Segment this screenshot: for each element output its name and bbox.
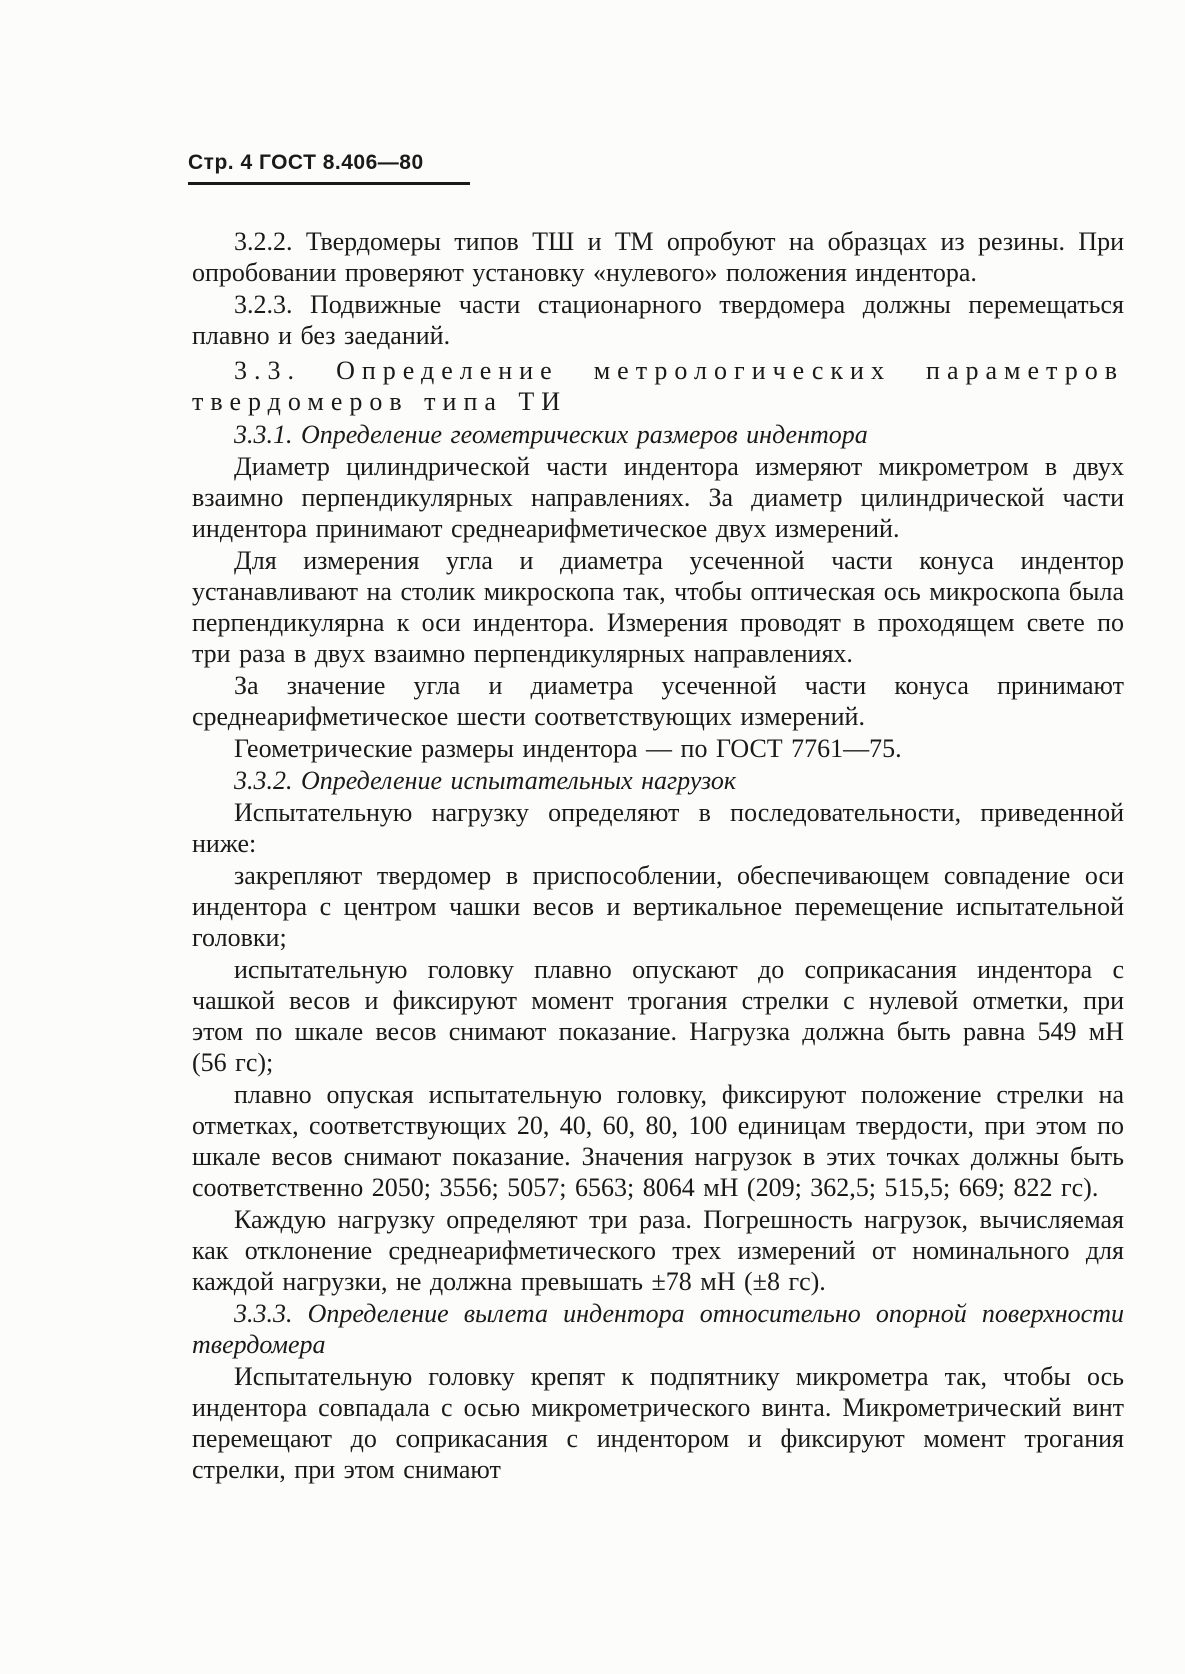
subsection-heading: 3.3.2. Определение испытательных нагрузок [234, 766, 736, 795]
subsection-heading: 3.3.3. Определение вылета индентора относительно опорной поверхности твердомера [192, 1299, 1124, 1359]
paragraph: Геометрические размеры индентора — по ГОСТ 7761—75. [234, 734, 902, 763]
paragraph: Диаметр цилиндрической части индентора измеряют микрометром в двух взаимно перпендикулярных направлениях. За диаметр цилиндрической части индентора принимают среднеарифметическое двух измерений. [192, 452, 1124, 543]
paragraph: Для измерения угла и диаметра усеченной части конуса индентор устанавливают на столик микроскопа так, чтобы оптическая ось микроскопа была перпендикулярна к оси индентора. Измерения проводят в проходящем свете по три раза в двух взаимно перпендикулярных направлениях. [192, 546, 1124, 668]
paragraph: испытательную головку плавно опускают до соприкасания индентора с чашкой весов и фиксируют момент трогания стрелки с нулевой отметки, при этом по шкале весов снимают показание. Нагрузка должна быть равна 549 мН (56 гс); [192, 955, 1124, 1077]
section-heading: 3.3. Определение метрологических параметров твердомеров типа ТИ [192, 356, 1124, 416]
paragraph: Испытательную головку крепят к подпятнику микрометра так, чтобы ось индентора совпадала с осью микрометрического винта. Микрометрический винт перемещают до соприкасания с индентором и фиксируют момент трогания стрелки, при этом снимают [192, 1362, 1124, 1484]
paragraph: Каждую нагрузку определяют три раза. Погрешность нагрузок, вычисляемая как отклонение среднеарифметического трех измерений от номинального для каждой нагрузки, не должна превышать ±78 мН (±8 гс). [192, 1205, 1124, 1296]
paragraph: 3.2.3. Подвижные части стационарного твердомера должны перемещаться плавно и без заеданий. [192, 290, 1124, 350]
header-rule [188, 182, 470, 185]
document-body [192, 226, 1124, 1486]
paragraph: За значение угла и диаметра усеченной части конуса принимают среднеарифметическое шести соответствующих измерений. [192, 671, 1124, 731]
page-header [188, 148, 470, 185]
paragraph: Испытательную нагрузку определяют в последовательности, приведенной ниже: [192, 798, 1124, 858]
page-header-text: Стр. 4 ГОСТ 8.406—80 [188, 151, 424, 174]
subsection-heading: 3.3.1. Определение геометрических размеров индентора [234, 420, 868, 449]
paragraph: плавно опуская испытательную головку, фиксируют положение стрелки на отметках, соответствующих 20, 40, 60, 80, 100 единицам твердости, при этом по шкале весов снимают показание. Значения нагрузок в этих точках должны быть соответственно 2050; 3556; 5057; 6563; 8064 мН (209; 362,5; 515,5; 669; 822 гс). [192, 1080, 1124, 1202]
paragraph: 3.2.2. Твердомеры типов ТШ и ТМ опробуют на образцах из резины. При опробовании проверяют установку «нулевого» положения индентора. [192, 227, 1124, 287]
paragraph: закрепляют твердомер в приспособлении, обеспечивающем совпадение оси индентора с центром чашки весов и вертикальное перемещение испытательной головки; [192, 861, 1124, 952]
